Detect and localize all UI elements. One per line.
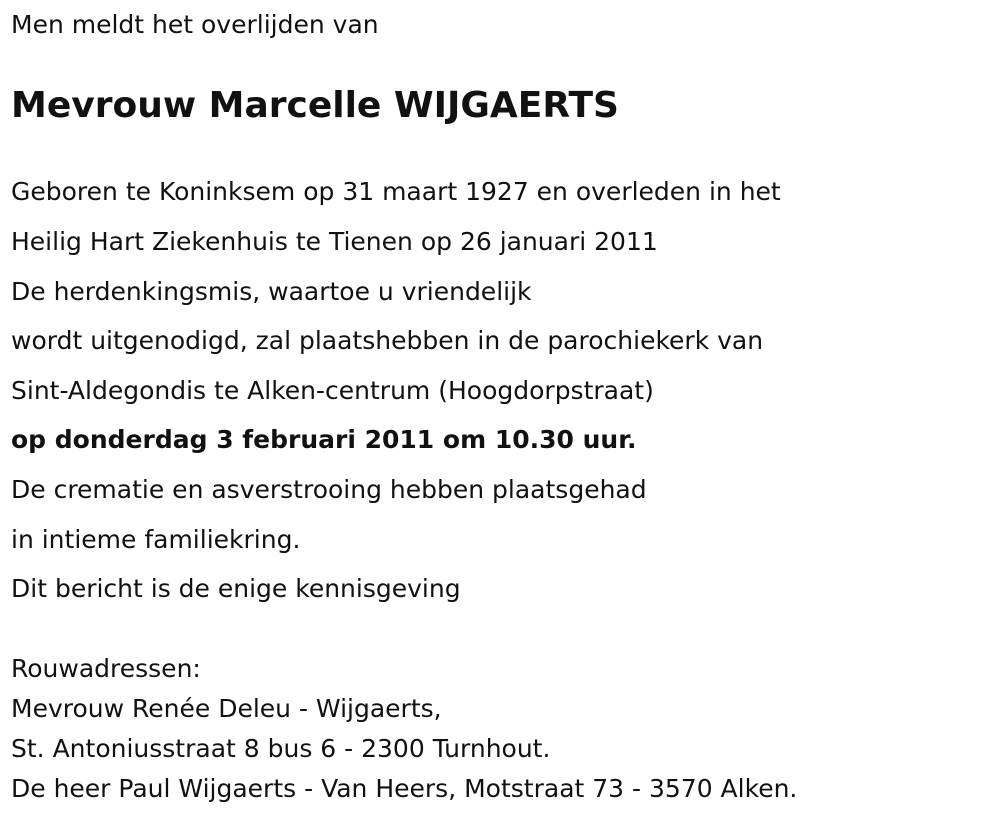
body-line-invited: wordt uitgenodigd, zal plaatshebben in de parochiekerk van (11, 326, 764, 355)
body-line-birth: Geboren te Koninksem op 31 maart 1927 en overleden in het (11, 177, 781, 206)
body-line-death: Heilig Hart Ziekenhuis te Tienen op 26 januari 2011 (11, 227, 658, 256)
intro-text: Men meldt het overlijden van (11, 10, 379, 39)
body-line-date: op donderdag 3 februari 2011 om 10.30 uur. (11, 425, 637, 454)
body-line-cremation: De crematie en asverstrooing hebben plaatsgehad (11, 475, 647, 504)
deceased-name: Mevrouw Marcelle WIJGAERTS (11, 85, 619, 126)
address-line-2: St. Antoniusstraat 8 bus 6 - 2300 Turnhout. (11, 734, 551, 763)
address-line-3: De heer Paul Wijgaerts - Van Heers, Motstraat 73 - 3570 Alken. (11, 774, 798, 803)
body-line-mass: De herdenkingsmis, waartoe u vriendelijk (11, 277, 532, 306)
address-line-1: Mevrouw Renée Deleu - Wijgaerts, (11, 694, 442, 723)
body-line-family: in intieme familiekring. (11, 525, 301, 554)
body-line-notice: Dit bericht is de enige kennisgeving (11, 574, 461, 603)
addresses-label: Rouwadressen: (11, 654, 201, 683)
body-line-church: Sint-Aldegondis te Alken-centrum (Hoogdorpstraat) (11, 376, 654, 405)
